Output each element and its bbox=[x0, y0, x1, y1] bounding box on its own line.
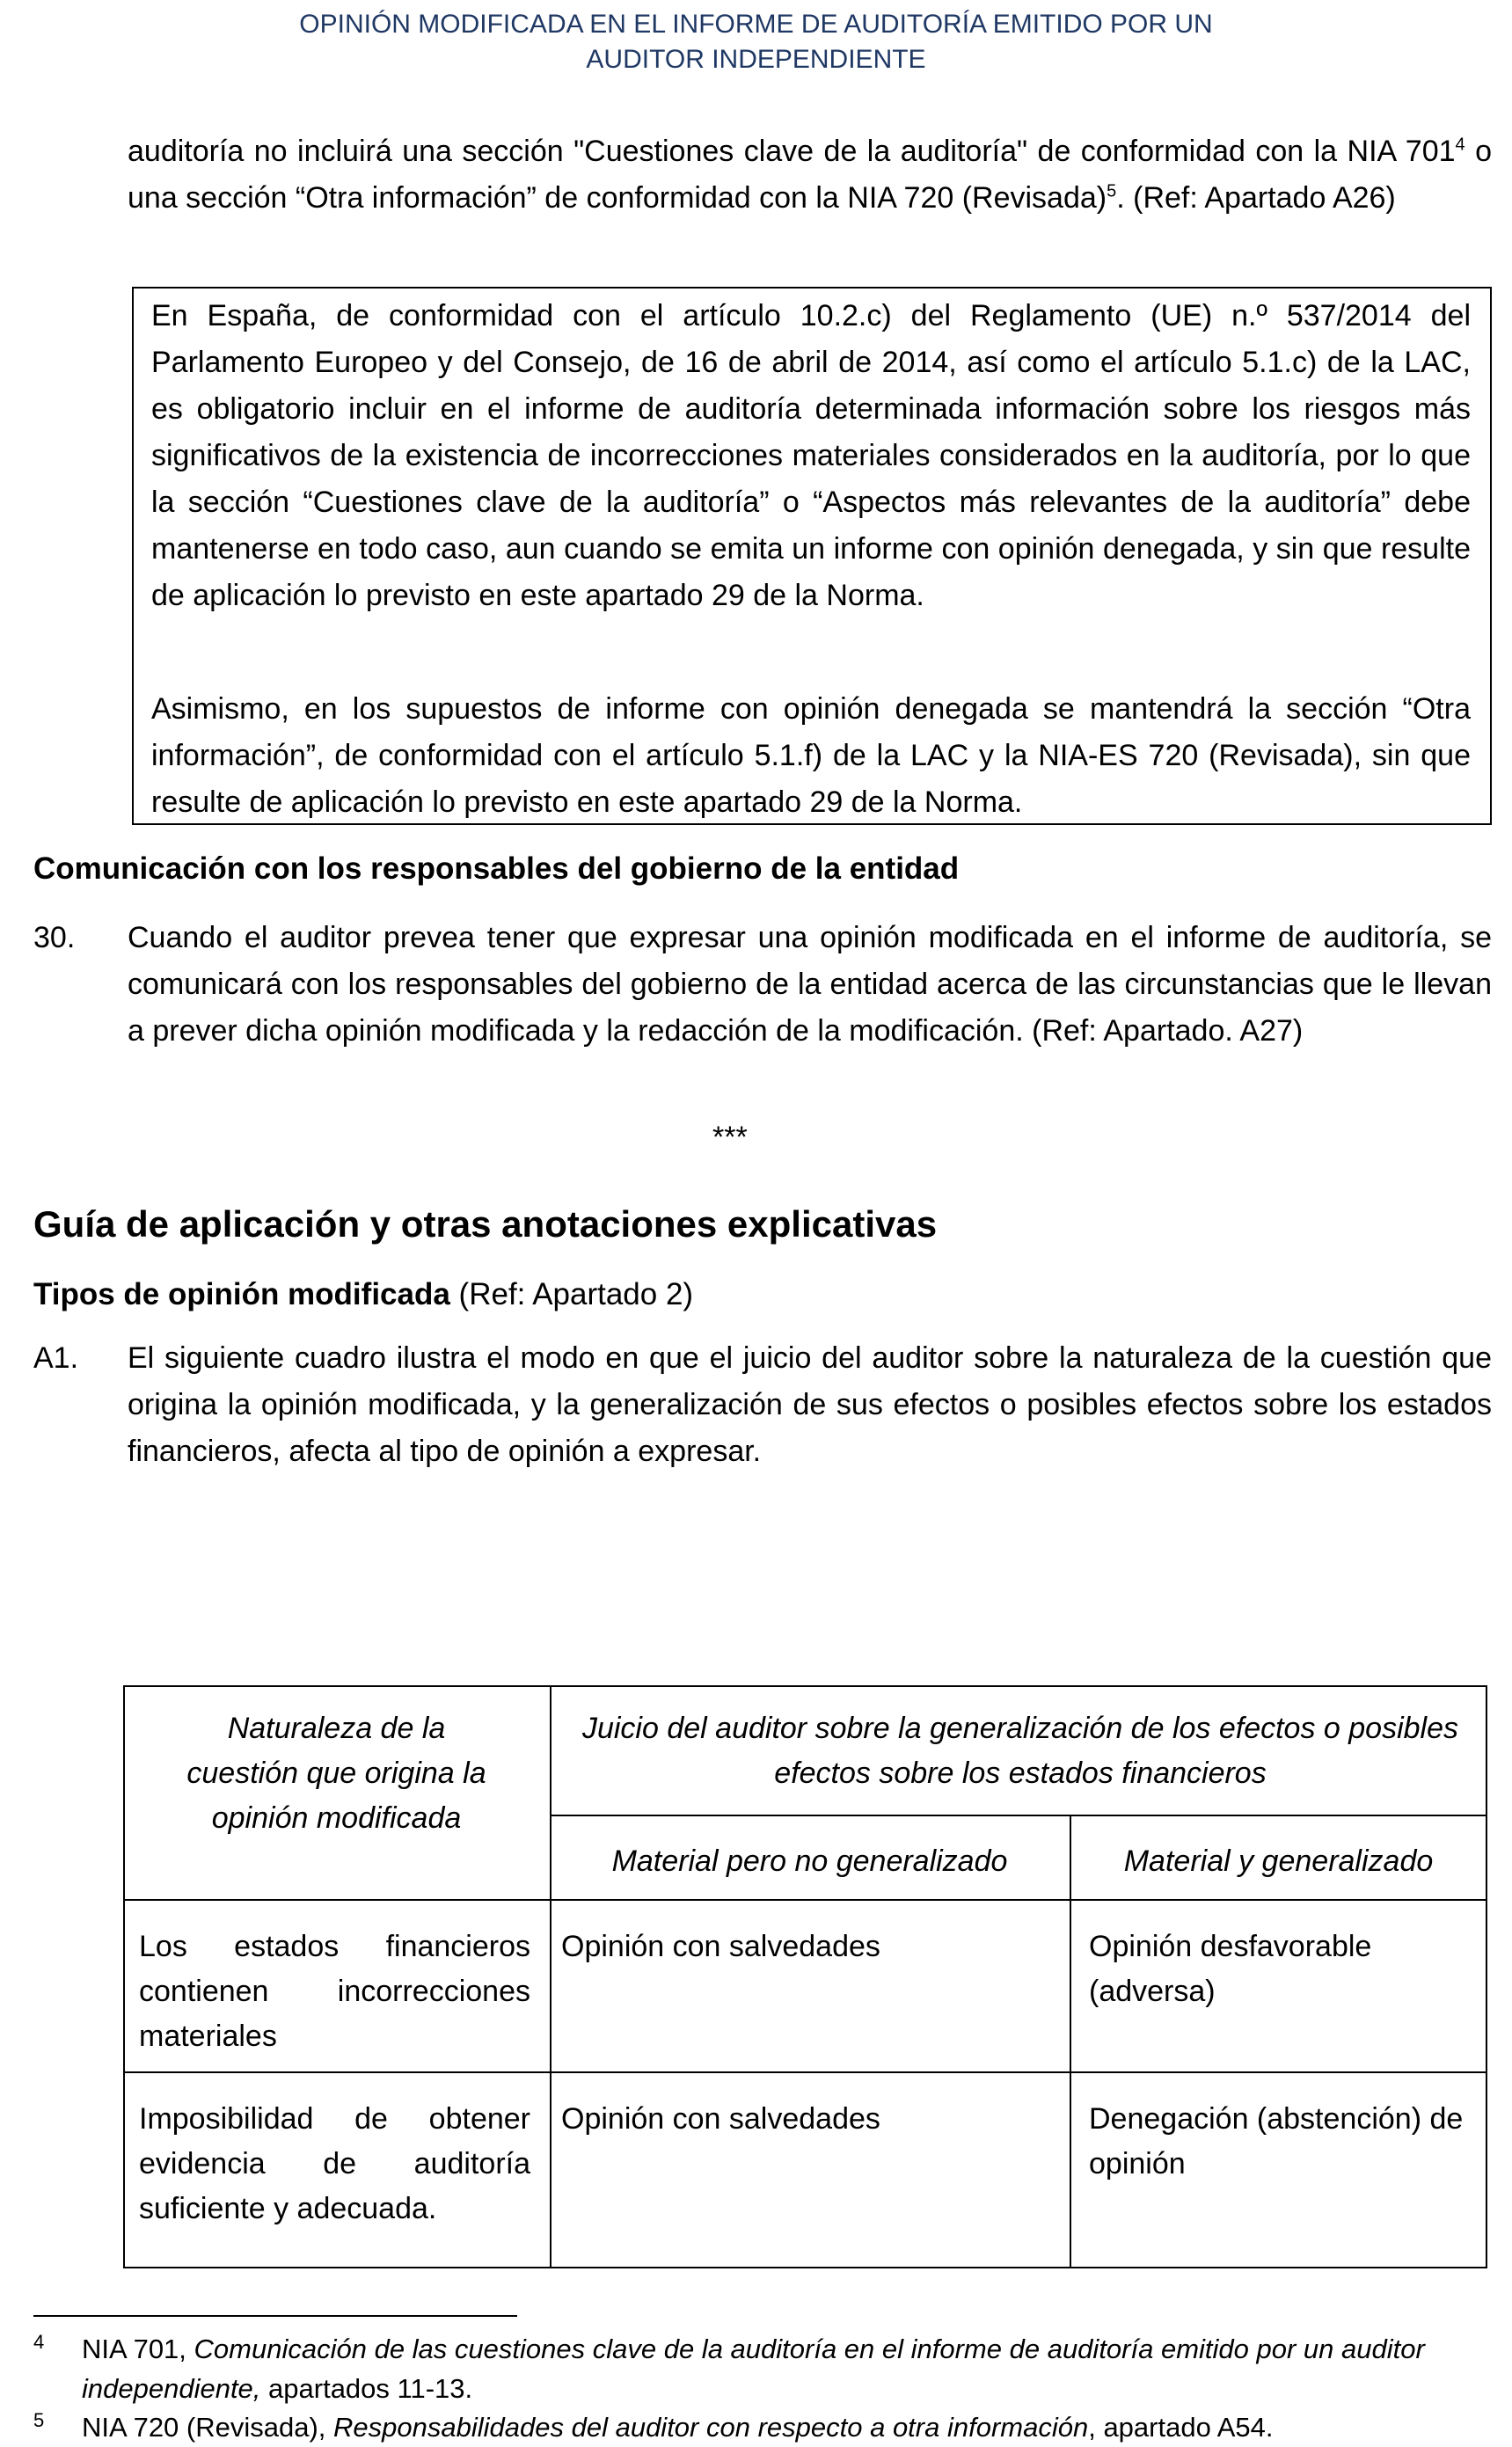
table-border-subheader bbox=[550, 1815, 1487, 1816]
table-header-material: Material pero no generalizado bbox=[611, 1844, 1008, 1878]
intro-paragraph bbox=[128, 128, 1492, 222]
table-row-2-material: Opinión con salvedades bbox=[561, 2102, 880, 2136]
footnote-4-suffix: apartados 11-13. bbox=[260, 2373, 473, 2404]
table-border-row-1 bbox=[123, 2071, 1487, 2073]
section-heading-communication: Comunicación con los responsables del gobierno de la entidad bbox=[33, 851, 960, 886]
guide-subheading bbox=[33, 1277, 693, 1312]
opinion-types-table bbox=[123, 1685, 1487, 2268]
table-border-bottom bbox=[123, 2267, 1487, 2268]
page-header-line-2: AUDITOR INDEPENDIENTE bbox=[586, 45, 926, 74]
paragraph-number-a1: A1. bbox=[33, 1341, 79, 1375]
table-row-1-material: Opinión con salvedades bbox=[561, 1930, 880, 1963]
footnote-ref-4[interactable]: 4 bbox=[1455, 135, 1465, 155]
table-row-1-general: Opinión desfavorable (adversa) bbox=[1089, 1930, 1372, 2008]
footnote-number-5: 5 bbox=[33, 2409, 45, 2431]
footnote-5-suffix: , apartado A54. bbox=[1088, 2412, 1274, 2443]
footnote-5 bbox=[82, 2407, 1454, 2447]
footnote-5-title: Responsabilidades del auditor con respecto a otra información bbox=[333, 2412, 1089, 2443]
footnote-number-4: 4 bbox=[33, 2331, 45, 2353]
page-header-line-1: OPINIÓN MODIFICADA EN EL INFORME DE AUDITORÍA EMITIDO POR UN bbox=[299, 10, 1213, 39]
footnote-5-prefix: NIA 720 (Revisada), bbox=[82, 2412, 334, 2443]
intro-text-b: o una sección “Otra información” de conformidad con la NIA 720 (Revisada) bbox=[128, 135, 1492, 215]
table-header-material-general: Material y generalizado bbox=[1123, 1844, 1434, 1878]
footnote-4 bbox=[82, 2329, 1454, 2408]
paragraph-30-text: Cuando el auditor prevea tener que expresar una opinión modificada en el informe de auditoría, se comunicará con los responsables del gobierno de la entidad acerca de las circunstancias que le llevan a prever dicha opinión modificada y la redacción de la modificación. (Ref: Apartado. A27) bbox=[128, 921, 1492, 1048]
intro-text-a: auditoría no incluirá una sección "Cuestiones clave de la auditoría" de conformidad con la NIA 701 bbox=[128, 135, 1456, 168]
page-header bbox=[0, 7, 1512, 77]
spain-note-paragraph-2: Asimismo, en los supuestos de informe con opinión denegada se mantendrá la sección “Otra información”, de conformidad con el artículo 5.1.f) de la LAC y la NIA-ES 720 (Revisada), sin que resulte de aplicación lo previsto en este apartado 29 de la Norma. bbox=[151, 692, 1471, 819]
paragraph-number-30: 30. bbox=[33, 921, 76, 954]
spain-note-paragraph-1: En España, de conformidad con el artículo 10.2.c) del Reglamento (UE) n.º 537/2014 del Parlamento Europeo y del Consejo, de 16 de abril de 2014, así como el artículo 5.1.c) de la LAC, es obligatorio incluir en el informe de auditoría determinada información sobre los riesgos más significativos de la existencia de incorrecciones materiales considerados en la auditoría, por lo que la sección “Cuestiones clave de la auditoría” o “Aspectos más relevantes de la auditoría” debe mantenerse en todo caso, aun cuando se emita un informe con opinión denegada, y sin que resulte de aplicación lo previsto en este apartado 29 de la Norma. bbox=[151, 299, 1471, 612]
intro-text-c: . (Ref: Apartado A26) bbox=[1116, 181, 1396, 215]
footnote-4-prefix: NIA 701, bbox=[82, 2334, 194, 2364]
footnote-ref-5[interactable]: 5 bbox=[1107, 181, 1117, 201]
section-separator: *** bbox=[712, 1121, 748, 1154]
guide-subheading-ref: (Ref: Apartado 2) bbox=[449, 1277, 694, 1311]
table-border-header-bottom bbox=[123, 1899, 1487, 1901]
footnote-4-title: Comunicación de las cuestiones clave de la auditoría en el informe de auditoría emitido por un auditor independiente, bbox=[82, 2334, 1425, 2404]
guide-title: Guía de aplicación y otras anotaciones explicativas bbox=[33, 1203, 938, 1245]
table-border-top bbox=[123, 1685, 1487, 1687]
table-border-right bbox=[1486, 1685, 1487, 2268]
footnote-separator bbox=[33, 2315, 517, 2317]
table-border-col-1 bbox=[550, 1685, 551, 2268]
table-border-left bbox=[123, 1685, 125, 2268]
table-header-nature: Naturaleza de la cuestión que origina la opinión modificada bbox=[186, 1712, 486, 1835]
guide-subheading-bold: Tipos de opinión modificada bbox=[33, 1277, 450, 1311]
table-row-2-nature: Imposibilidad de obtener evidencia de auditoría suficiente y adecuada. bbox=[139, 2102, 530, 2225]
table-row-2-general: Denegación (abstención) de opinión bbox=[1089, 2102, 1464, 2180]
paragraph-a1-text: El siguiente cuadro ilustra el modo en que el juicio del auditor sobre la naturaleza de la cuestión que origina la opinión modificada, y la generalización de sus efectos o posibles efectos sobre los estados financieros, afecta al tipo de opinión a expresar. bbox=[128, 1341, 1492, 1468]
table-header-judgement: Juicio del auditor sobre la generalización de los efectos o posibles efectos sobre los estados financieros bbox=[581, 1712, 1459, 1790]
table-row-1-nature: Los estados financieros contienen incorrecciones materiales bbox=[139, 1930, 530, 2053]
